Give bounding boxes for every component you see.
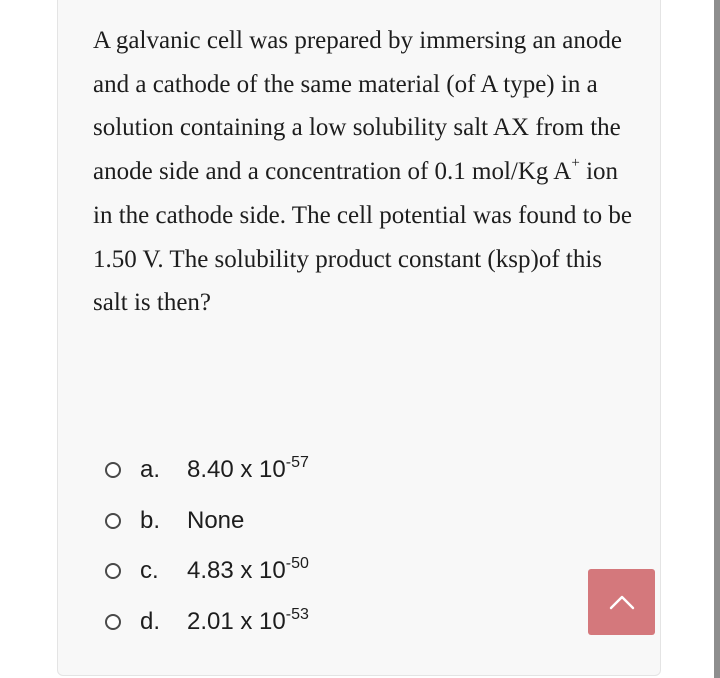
option-c[interactable]	[105, 546, 525, 597]
radio-option-c[interactable]	[105, 563, 121, 579]
option-b-letter: b.	[140, 506, 161, 534]
option-d-base: 2.01 x 10	[187, 607, 286, 635]
question-text-part-1: A galvanic cell was prepared by immersing an anode and a cathode of the same material (of A type) in a solution containing a low solubility salt AX from the anode side and a concentration of 0.1 mol/Kg A	[93, 27, 622, 186]
option-b-base: None	[187, 506, 245, 534]
radio-option-d[interactable]	[105, 614, 121, 630]
option-d[interactable]	[105, 597, 525, 648]
option-c-letter: c.	[140, 557, 159, 585]
option-b-value	[187, 507, 244, 535]
option-d-letter: d.	[140, 607, 161, 635]
option-c-base: 4.83 x 10	[187, 557, 286, 585]
question-card	[57, 0, 661, 676]
answer-options	[105, 445, 525, 647]
option-a-base: 8.40 x 10	[187, 456, 286, 484]
scroll-to-top-button[interactable]	[588, 569, 655, 635]
option-c-value	[187, 557, 309, 585]
radio-option-b[interactable]	[105, 513, 121, 529]
scrollbar[interactable]	[714, 0, 720, 678]
option-a[interactable]	[105, 445, 525, 496]
option-a-exponent: -57	[285, 454, 309, 472]
option-d-value	[187, 605, 309, 636]
question-text-part-2: ion in the cathode side. The cell potential was found to be 1.50 V. The solubility product constant (ksp)of this salt is then?	[93, 158, 632, 317]
chevron-up-icon	[608, 594, 636, 610]
option-a-letter: a.	[140, 456, 161, 484]
question-text	[93, 19, 633, 325]
option-c-exponent: -50	[285, 555, 309, 573]
option-b[interactable]	[105, 496, 525, 547]
radio-option-a[interactable]	[105, 462, 121, 478]
option-a-value	[187, 456, 309, 484]
option-d-exponent: -53	[285, 605, 309, 623]
ion-charge-superscript: +	[571, 154, 580, 171]
